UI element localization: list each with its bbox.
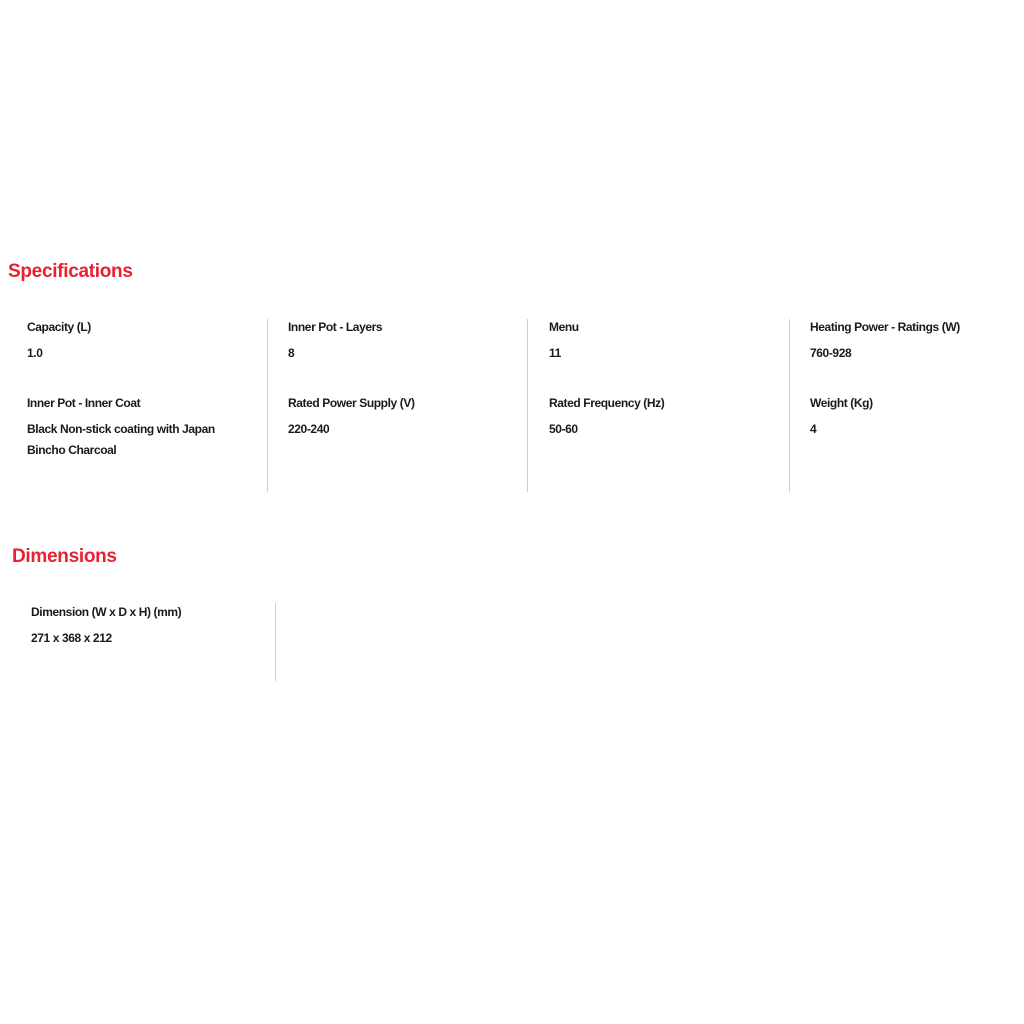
column-divider xyxy=(789,319,790,492)
spec-rated-power-supply xyxy=(288,395,518,440)
spec-label: Dimension (W x D x H) (mm) xyxy=(31,605,182,619)
dimensions-heading: Dimensions xyxy=(12,546,117,567)
spec-label: Weight (Kg) xyxy=(810,396,873,410)
spec-value: 4 xyxy=(810,422,817,436)
spec-value: 50-60 xyxy=(549,422,578,436)
spec-inner-coat xyxy=(27,395,242,461)
spec-value: 1.0 xyxy=(27,346,43,360)
spec-value: 760-928 xyxy=(810,346,852,360)
spec-value: 11 xyxy=(549,346,561,360)
spec-label: Inner Pot - Layers xyxy=(288,320,383,334)
spec-label: Rated Frequency (Hz) xyxy=(549,396,665,410)
spec-heating-power xyxy=(810,319,1024,364)
spec-label: Heating Power - Ratings (W) xyxy=(810,320,960,334)
column-divider xyxy=(527,319,528,492)
specifications-heading: Specifications xyxy=(8,261,133,282)
spec-dimension xyxy=(31,604,261,649)
spec-value: 220-240 xyxy=(288,422,330,436)
spec-menu xyxy=(549,319,779,364)
spec-weight xyxy=(810,395,1024,440)
spec-label: Rated Power Supply (V) xyxy=(288,396,415,410)
spec-value: 8 xyxy=(288,346,295,360)
column-divider xyxy=(275,603,276,681)
spec-rated-frequency xyxy=(549,395,779,440)
spec-label: Inner Pot - Inner Coat xyxy=(27,396,141,410)
column-divider xyxy=(267,319,268,492)
spec-capacity xyxy=(27,319,257,364)
spec-value: Black Non-stick coating with Japan Bincho Charcoal xyxy=(27,422,215,457)
spec-label: Capacity (L) xyxy=(27,320,91,334)
spec-value: 271 x 368 x 212 xyxy=(31,631,112,645)
spec-inner-pot-layers xyxy=(288,319,518,364)
spec-label: Menu xyxy=(549,320,579,334)
